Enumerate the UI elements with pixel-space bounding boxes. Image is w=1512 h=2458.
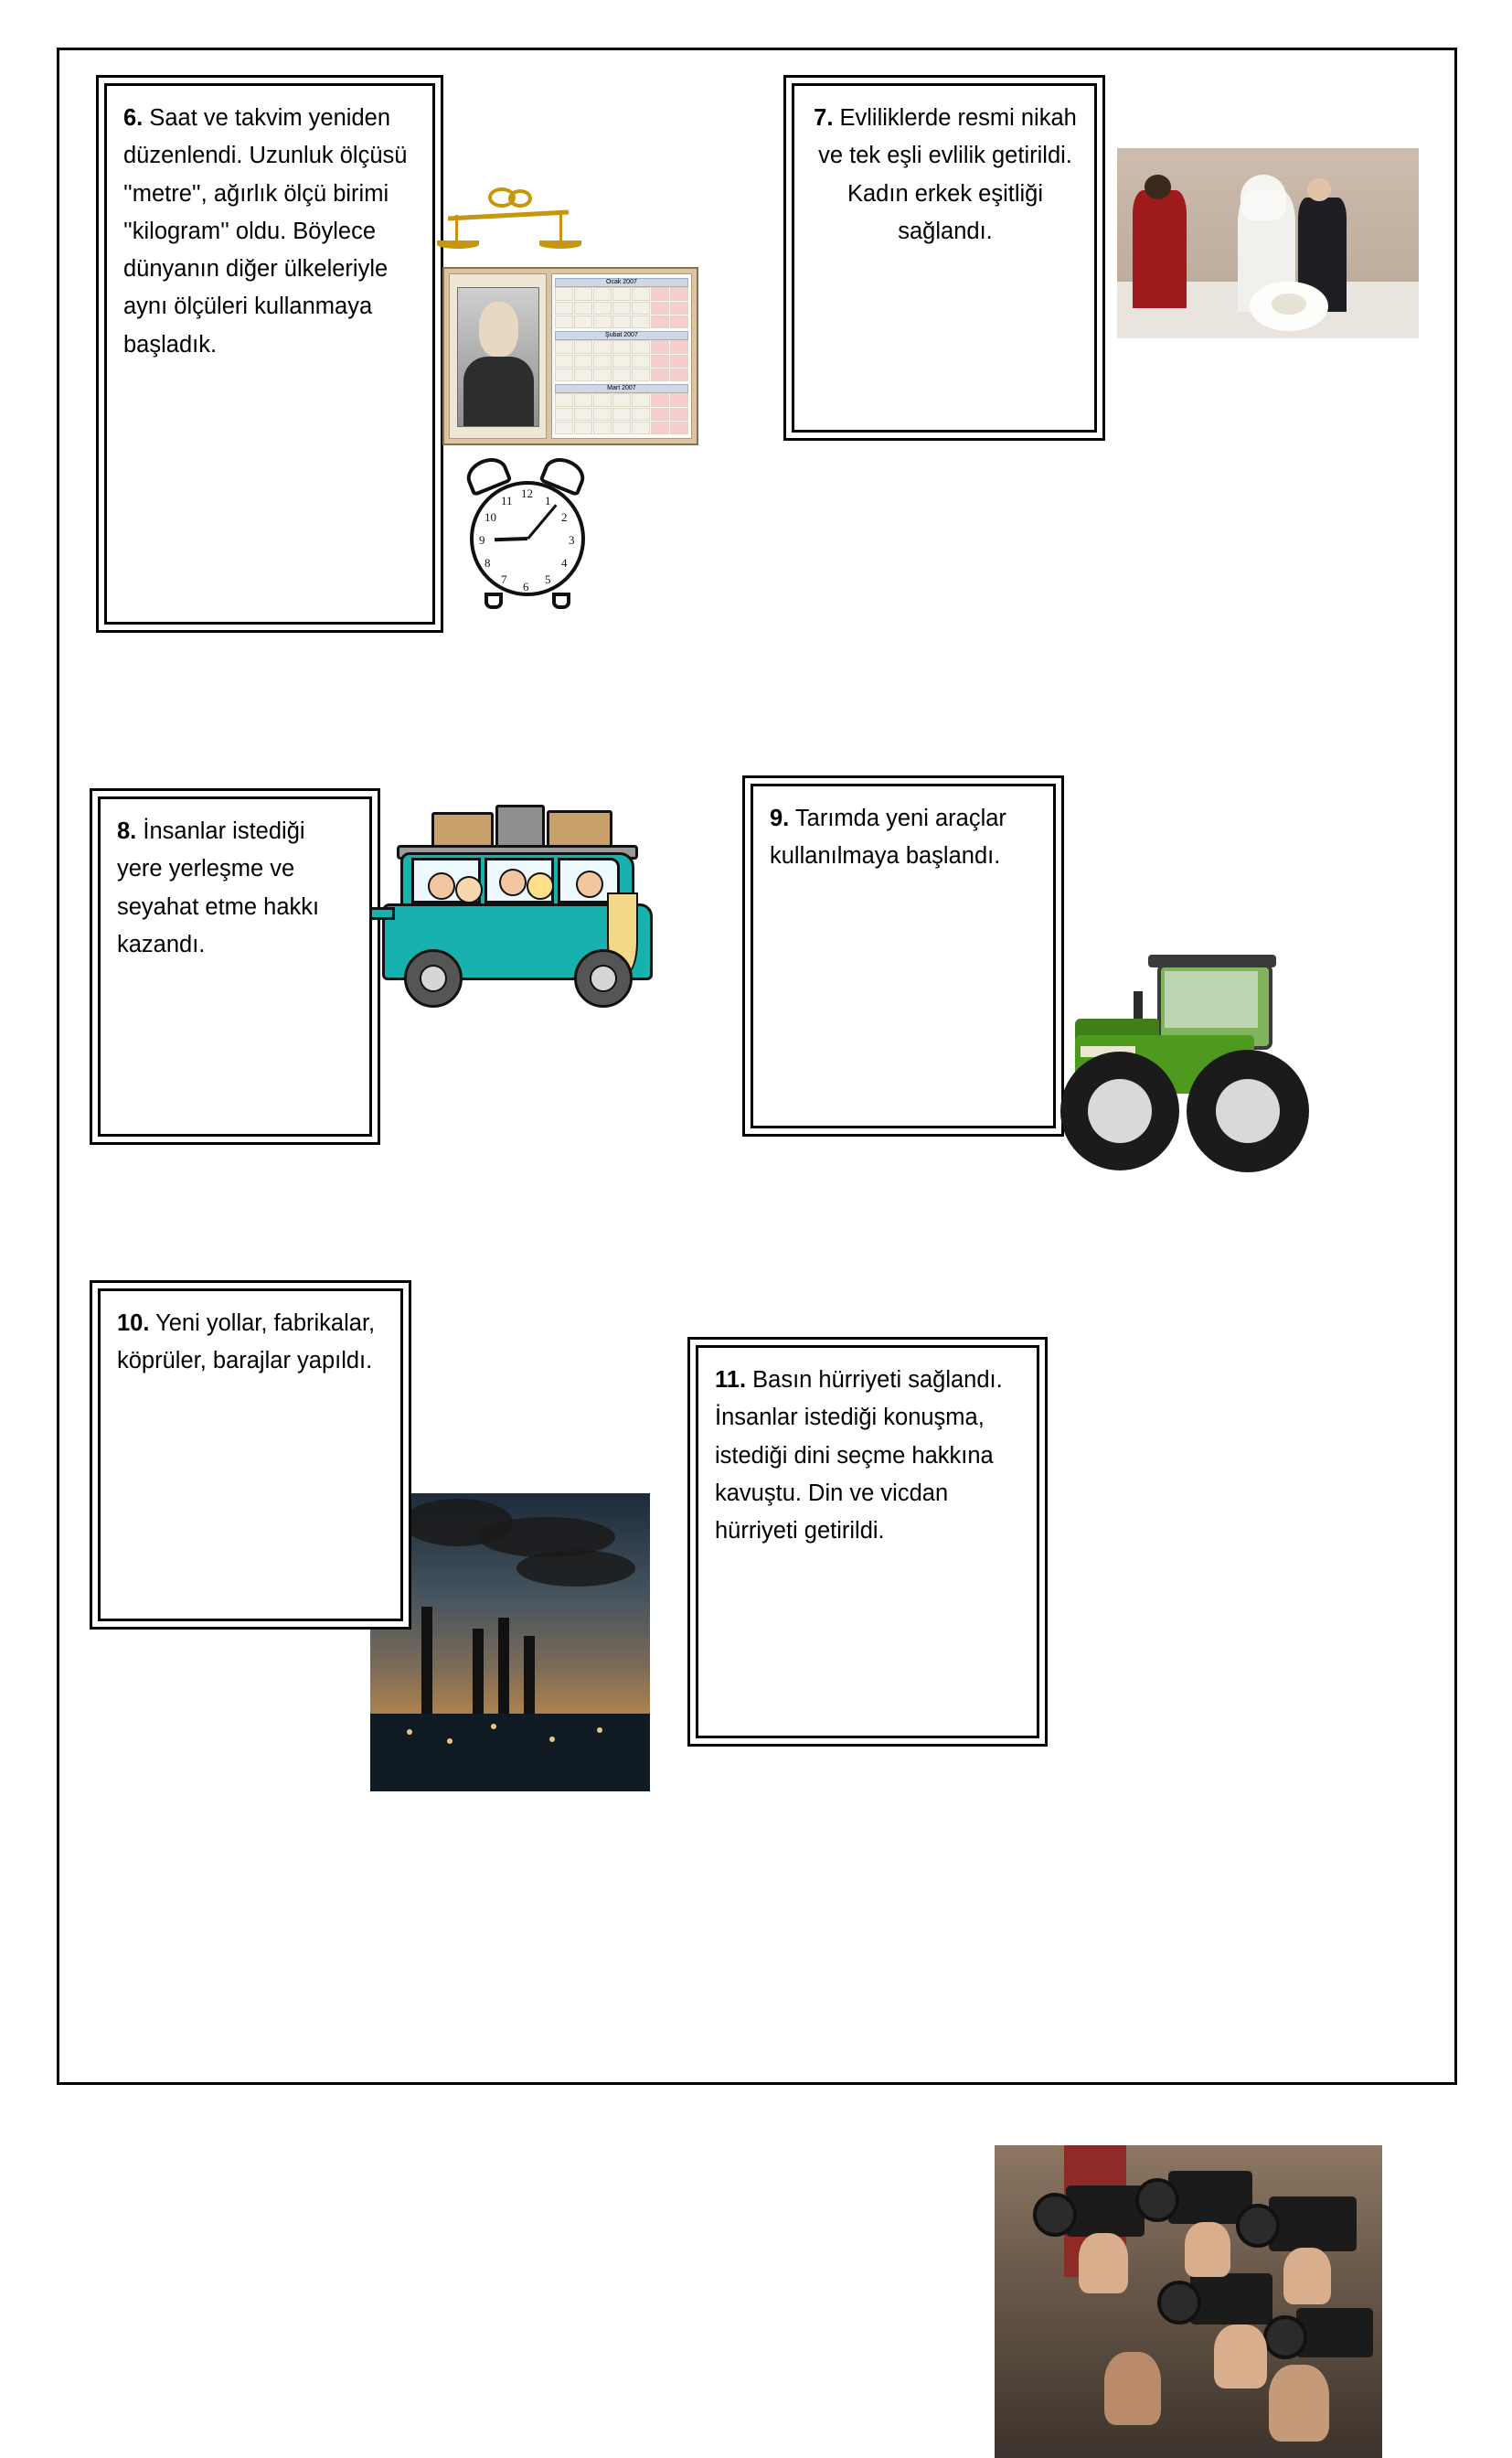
card-text-8 xyxy=(110,807,362,1130)
car-wheel-rear xyxy=(574,949,633,1008)
calendar-grid xyxy=(555,287,688,328)
calendar-month: Şubat 2007 xyxy=(555,331,688,381)
factory-light xyxy=(407,1729,412,1735)
wedding-bride-veil xyxy=(1240,175,1286,220)
card-item-10 xyxy=(90,1280,411,1630)
card-item-11 xyxy=(687,1337,1048,1747)
card-body-9: Tarımda yeni araçlar kullanılmaya başlandı. xyxy=(770,806,1006,870)
card-number-9: 9. xyxy=(770,806,790,831)
factory-light xyxy=(491,1724,496,1729)
photographer-arm xyxy=(1104,2352,1161,2425)
factory-light xyxy=(549,1737,555,1742)
camera-body xyxy=(1190,2273,1272,2324)
scale-rope-left xyxy=(455,215,458,242)
wedding-flower-bouquet xyxy=(1250,282,1328,331)
clock-foot-right xyxy=(552,593,570,609)
portrait-panel xyxy=(449,273,547,439)
factory-photo xyxy=(370,1493,650,1791)
card-text-6 xyxy=(116,94,425,618)
factory-light xyxy=(447,1738,453,1744)
wedding-guest-red-robe xyxy=(1133,190,1187,308)
tractor-exhaust-pipe xyxy=(1134,991,1143,1022)
factory-light xyxy=(597,1727,602,1733)
family-car-cartoon xyxy=(347,805,713,1042)
card-item-7 xyxy=(783,75,1105,441)
wedding-photo xyxy=(1117,148,1419,338)
factory-buildings xyxy=(370,1714,650,1791)
camera-body xyxy=(1269,2196,1357,2251)
scale-beam xyxy=(448,210,569,221)
car-wheel-front xyxy=(404,949,463,1008)
passenger-head xyxy=(428,872,455,900)
calendar-months xyxy=(551,273,692,439)
card-inner-border xyxy=(98,1288,403,1621)
passenger-head xyxy=(527,872,554,900)
card-number-10: 10. xyxy=(117,1310,150,1336)
card-number-8: 8. xyxy=(117,818,137,844)
camera-body xyxy=(1066,2185,1145,2237)
passenger-head xyxy=(576,871,603,898)
card-number-6: 6. xyxy=(123,105,144,131)
card-body-7: Evliliklerde resmi nikah ve tek eşli evlilik getirildi. Kadın erkek eşitliği sağlandı. xyxy=(818,105,1077,244)
smoke-plume xyxy=(516,1550,635,1587)
card-body-6: Saat ve takvim yeniden düzenlendi. Uzunluk ölçüsü ''metre'', ağırlık ölçü birimi ''kilogram'' oldu. Böylece dünyanın diğer ülkeleriyle aynı ölçüleri kullanmaya başladık. xyxy=(123,105,408,358)
ataturk-portrait xyxy=(457,287,539,426)
camera-body xyxy=(1296,2308,1373,2357)
passenger-head xyxy=(455,876,483,903)
calendar-grid xyxy=(555,340,688,381)
green-tractor-photo xyxy=(996,951,1380,1216)
photographer-hand xyxy=(1185,2222,1230,2277)
card-body-8: İnsanlar istediği yere yerleşme ve seyahat etme hakkı kazandı. xyxy=(117,818,320,957)
card-item-6 xyxy=(96,75,443,633)
clock-foot-left xyxy=(484,593,503,609)
photographer-hand xyxy=(1079,2233,1128,2293)
calendar-month: Ocak 2007 xyxy=(555,278,688,328)
photographer-arm xyxy=(1269,2365,1329,2442)
tractor-wheel-front xyxy=(1060,1052,1179,1170)
card-inner-border xyxy=(696,1345,1039,1738)
scale-pan-right xyxy=(539,240,581,249)
card-inner-border xyxy=(104,83,435,625)
scale-ring-right-icon xyxy=(508,189,532,208)
card-item-8 xyxy=(90,788,380,1145)
calendar-month: Mart 2007 xyxy=(555,384,688,434)
calendar-grid xyxy=(555,393,688,434)
alarm-clock-illustration: 12 1 2 3 4 5 6 7 8 9 10 11 xyxy=(464,457,592,622)
scale-rope-right xyxy=(559,215,562,242)
car-mirror xyxy=(369,907,395,920)
scale-pan-left xyxy=(437,240,479,249)
passenger-head xyxy=(499,869,527,896)
card-text-10 xyxy=(110,1299,393,1615)
press-cameras-photo xyxy=(995,2145,1382,2458)
tractor-cab-glass xyxy=(1165,971,1258,1028)
card-inner-border xyxy=(98,796,372,1137)
card-number-11: 11. xyxy=(715,1367,747,1393)
card-text-11 xyxy=(708,1356,1029,1732)
card-number-7: 7. xyxy=(814,105,834,131)
photographer-hand xyxy=(1214,2324,1267,2389)
calendar-with-portrait-image xyxy=(442,267,698,445)
card-text-7 xyxy=(804,94,1087,426)
tractor-wheel-rear xyxy=(1187,1050,1309,1172)
photographer-hand xyxy=(1283,2248,1331,2304)
card-inner-border xyxy=(792,83,1097,433)
card-body-11: Basın hürriyeti sağlandı. İnsanlar istediği konuşma, istediği dini seçme hakkına kavuştu. Din ve vicdan hürriyeti getirildi. xyxy=(715,1367,1003,1544)
card-body-10: Yeni yollar, fabrikalar, köprüler, barajlar yapıldı. xyxy=(117,1310,376,1374)
balance-scale-illustration xyxy=(448,187,576,261)
